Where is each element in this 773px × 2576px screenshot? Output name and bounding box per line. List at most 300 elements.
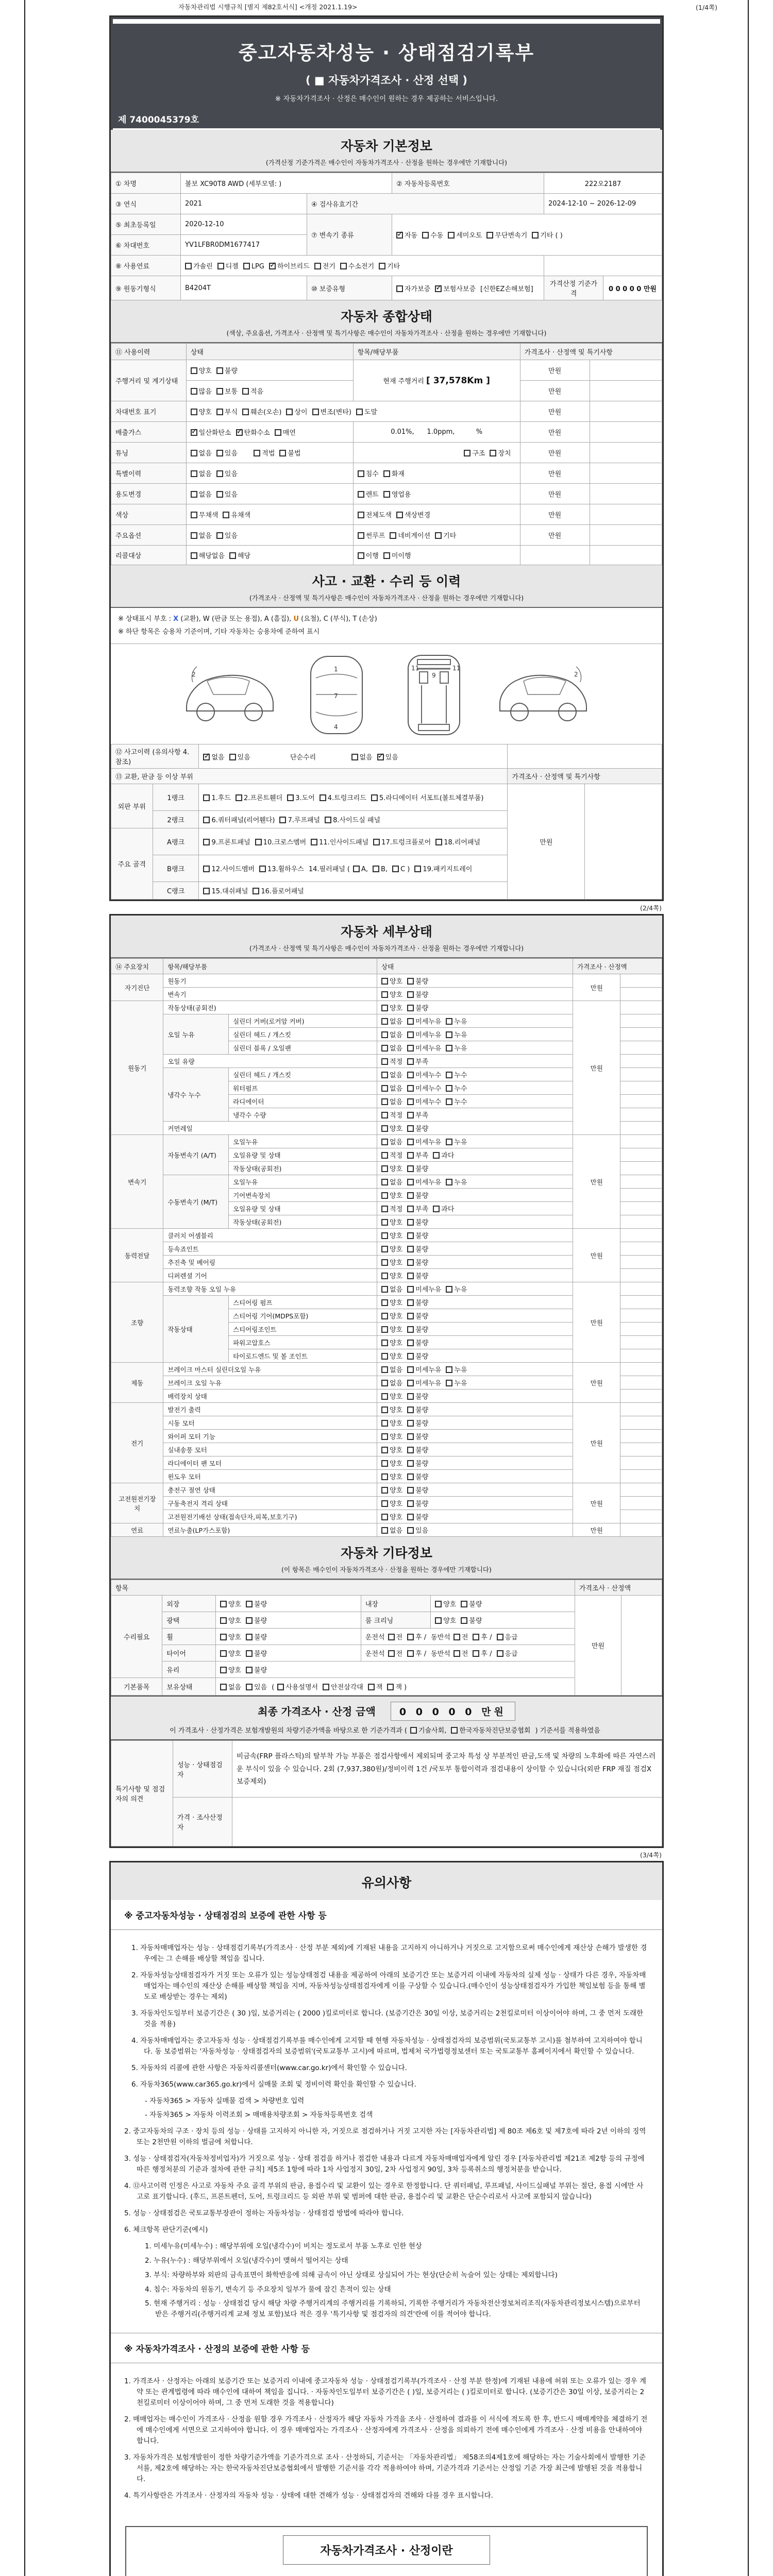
diagram-part-number: 11 [452, 665, 461, 672]
checkbox-불량[interactable] [407, 1244, 428, 1253]
checkbox-적음[interactable] [242, 386, 263, 396]
checkbox-기타[interactable] [379, 261, 400, 270]
checkbox-glyph [216, 450, 223, 456]
checkbox-glyph [381, 1286, 388, 1293]
checkbox-기타 ( )[interactable] [532, 230, 563, 240]
checkbox-없음[interactable] [351, 752, 373, 761]
checkbox-양호[interactable] [220, 1599, 241, 1608]
checkbox-장치[interactable] [490, 448, 511, 457]
checkbox-잭 )[interactable] [387, 1682, 407, 1691]
checkbox-기술사회,[interactable] [410, 1725, 446, 1735]
checkbox-label: 9.프론트패널 [211, 839, 250, 847]
checkbox-glyph [446, 1179, 452, 1185]
checkbox-미세누유[interactable] [407, 1378, 441, 1387]
comp-recall-state [186, 546, 353, 565]
checkbox-불량[interactable] [461, 1599, 482, 1608]
checkbox-7.루프패널[interactable] [279, 815, 320, 824]
checkbox-누수[interactable] [446, 1070, 467, 1079]
checkbox-누유[interactable] [446, 1177, 467, 1187]
checkbox-label: 양호 [390, 991, 403, 999]
checkbox-미세누유[interactable] [407, 1177, 441, 1187]
checkbox-불량[interactable] [407, 1485, 428, 1495]
checkbox-glyph [381, 978, 388, 985]
repair-needed-label: 수리필요 [111, 1596, 162, 1678]
checkbox-양호[interactable] [381, 1311, 402, 1320]
checkbox-불량[interactable] [216, 365, 238, 375]
checkbox-불량[interactable] [407, 1230, 428, 1240]
checkbox-불량[interactable] [246, 1599, 267, 1608]
checkbox-없음[interactable] [381, 1016, 402, 1026]
checkbox-양호[interactable] [381, 1445, 402, 1454]
checkbox-8.사이드실 패널[interactable] [325, 815, 380, 824]
checkbox-적정[interactable] [381, 1204, 402, 1213]
checkbox-A,[interactable] [353, 866, 368, 873]
checkbox-glyph [381, 1340, 388, 1346]
checkbox-전기[interactable] [314, 261, 335, 270]
checkbox-누수[interactable] [446, 1096, 467, 1106]
detail-cell: 작동상태 [163, 1296, 229, 1363]
checkbox-과다[interactable] [433, 1204, 454, 1213]
checkbox-후 /[interactable] [407, 1632, 426, 1641]
checkbox-glyph [435, 1617, 442, 1624]
checkbox-전[interactable] [388, 1632, 403, 1641]
checkbox-불량[interactable] [407, 1324, 428, 1334]
field-year-label: ③ 연식 [111, 194, 181, 214]
checkbox-4.트렁크리드[interactable] [320, 792, 366, 802]
detail-price-blank [620, 1510, 662, 1523]
checkbox-양호[interactable] [381, 1458, 402, 1468]
checkbox-불량[interactable] [407, 1123, 428, 1133]
checkbox-구조[interactable] [464, 448, 485, 457]
checkbox-없음[interactable] [191, 530, 212, 540]
checkbox-양호[interactable] [381, 1244, 402, 1253]
other-price: 만원 [575, 1596, 621, 1696]
checkbox-누유[interactable] [446, 1137, 467, 1146]
checkbox-무채색[interactable] [191, 510, 219, 519]
checkbox-불량[interactable] [246, 1648, 267, 1658]
checkbox-누수[interactable] [446, 1083, 467, 1093]
comp-color-x [590, 504, 662, 525]
checkbox-17.트렁크플로어[interactable] [373, 837, 431, 846]
rank1-label: 1랭크 [153, 784, 199, 811]
checkbox-2.프론트휀더[interactable] [236, 792, 282, 802]
checkbox-양호[interactable] [381, 1512, 402, 1521]
checkbox-양호[interactable] [381, 1163, 402, 1173]
checkbox-미세누유[interactable] [407, 1016, 441, 1026]
checkbox-후 /[interactable] [407, 1648, 426, 1658]
checkbox-있음[interactable] [216, 489, 238, 499]
checkbox-상이[interactable] [286, 406, 307, 416]
checkbox-불량[interactable] [407, 1337, 428, 1347]
checkbox-10.크로스멤버[interactable] [255, 837, 306, 846]
other-info-table [111, 1580, 662, 1696]
notice-item: 1. 미세누유(미세누수) : 해당부위에 오일(냉각수)이 비치는 정도로서 부품 노후로 인한 현상 [145, 2242, 422, 2250]
checkbox-glyph [216, 367, 223, 374]
checkbox-불량[interactable] [246, 1665, 267, 1674]
checkbox-매연[interactable] [275, 427, 296, 437]
checkbox-label: 양호 [390, 1246, 403, 1254]
checkbox-label: 양호 [198, 409, 212, 416]
checkbox-누유[interactable] [446, 1364, 467, 1374]
checkbox-후 /[interactable] [473, 1632, 492, 1641]
checkbox-불량[interactable] [407, 989, 428, 999]
checkbox-label: 불량 [415, 1353, 429, 1361]
checkbox-미세누유[interactable] [407, 1364, 441, 1374]
detail-price-blank [620, 1256, 662, 1269]
detail-state-options [377, 1162, 573, 1175]
checkbox-없음[interactable] [381, 1029, 402, 1039]
checkbox-누유[interactable] [446, 1284, 467, 1294]
checkbox-있음[interactable] [216, 468, 238, 478]
checkbox-불량[interactable] [407, 1458, 428, 1468]
notice-item: - 자동차365 > 자동차 이력조회 > 매매용차량조회 > 자동차등록번호 검색 [145, 2111, 373, 2120]
checkbox-양호[interactable] [381, 1297, 402, 1307]
page-indicator-3: (3/4쪽) [640, 1851, 662, 1859]
checkbox-glyph [255, 839, 262, 845]
comp-recall-x [590, 546, 662, 565]
checkbox-label: 양호 [390, 1460, 403, 1468]
checkbox-없음[interactable] [381, 1284, 402, 1294]
checkbox-11.인사이드패널[interactable] [311, 837, 368, 846]
checkbox-양호[interactable] [381, 1485, 402, 1495]
checkbox-13.휠하우스[interactable] [259, 863, 304, 873]
detail-cell: 타이로드엔드 및 볼 조인트 [229, 1349, 377, 1363]
checkbox-안전삼각대[interactable] [323, 1682, 363, 1691]
checkbox-디젤[interactable] [217, 261, 239, 270]
checkbox-해당없음[interactable] [191, 550, 225, 560]
tire-position-options [361, 1645, 575, 1662]
checkbox-불량[interactable] [407, 1270, 428, 1280]
checkbox-없음[interactable] [381, 1137, 402, 1146]
checkbox-불량[interactable] [407, 1404, 428, 1414]
checkbox-label: 4.트렁크리드 [327, 794, 366, 803]
checkbox-자가보증[interactable] [396, 283, 430, 293]
checkbox-응급[interactable] [497, 1648, 518, 1658]
comp-header-price: 가격조사 · 산정액 및 특기사항 [520, 344, 662, 360]
checkbox-불량[interactable] [407, 1418, 428, 1428]
checkbox-미세누수[interactable] [407, 1070, 441, 1079]
checkbox-없음[interactable] [381, 1364, 402, 1374]
checkbox-label: 있음 [224, 470, 238, 478]
checkbox-label: 양호 [228, 1667, 242, 1675]
checkbox-LPG[interactable] [243, 263, 264, 270]
comp-emission-x [590, 422, 662, 443]
checkbox-잭[interactable] [368, 1682, 383, 1691]
checkbox-glyph [358, 512, 364, 518]
checkbox-label: 도말 [364, 409, 378, 416]
checkbox-양호[interactable] [435, 1615, 456, 1625]
checkbox-양호[interactable] [381, 1351, 402, 1361]
checkbox-label: 불량 [415, 1420, 429, 1428]
checkbox-사용설명서[interactable] [277, 1682, 318, 1691]
comp-header-state: 상태 [186, 344, 353, 360]
field-inspection-period-value: 2024-12-10 ~ 2026-12-09 [544, 194, 662, 214]
checkbox-유채색[interactable] [223, 510, 250, 519]
detail-note: (가격조사 · 산정액 및 특기사항은 매수인이 자동차가격조사 · 산정을 원하는 경우에만 기재합니다) [249, 944, 524, 953]
checkbox-양호[interactable] [191, 365, 212, 375]
checkbox-불법[interactable] [279, 448, 300, 457]
checkbox-불량[interactable] [407, 1471, 428, 1481]
checkbox-양호[interactable] [381, 1230, 402, 1240]
checkbox-누유[interactable] [446, 1378, 467, 1387]
checkbox-불량[interactable] [407, 1311, 428, 1320]
checkbox-세미오토[interactable] [448, 230, 482, 240]
checkbox-전체도색[interactable] [358, 510, 392, 519]
checkbox-양호[interactable] [191, 406, 212, 416]
checkbox-후 /[interactable] [473, 1648, 492, 1658]
comp-emission-label: 배출가스 [111, 422, 187, 443]
detail-state-options [377, 1523, 573, 1537]
checkbox-렌트[interactable] [358, 489, 379, 499]
checkbox-양호[interactable] [435, 1599, 456, 1608]
checkbox-양호[interactable] [381, 1431, 402, 1441]
checkbox-누유[interactable] [446, 1043, 467, 1053]
checkbox-label: 후 / [481, 1634, 492, 1642]
checkbox-6.쿼터패널(리어휀다)[interactable] [203, 815, 275, 824]
comp-mileage-item-label: 현재 주행거리 [383, 377, 424, 385]
checkbox-양호[interactable] [220, 1632, 241, 1641]
checkbox-19.패키지트레이[interactable] [414, 863, 472, 873]
checkbox-일산화탄소[interactable] [191, 427, 231, 437]
field-reg-no-value: 222오2187 [544, 173, 662, 194]
checkbox-있음[interactable] [407, 1525, 428, 1535]
checkbox-불량[interactable] [407, 1190, 428, 1200]
checkbox-있음[interactable] [377, 752, 398, 761]
checkbox-없음[interactable] [381, 1378, 402, 1387]
screen-left-border [24, 0, 25, 2576]
checkbox-불량[interactable] [407, 1351, 428, 1361]
checkbox-glyph [246, 1601, 253, 1607]
checkbox-있음[interactable] [216, 448, 238, 457]
checkbox-이행[interactable] [358, 550, 379, 560]
checkbox-없음[interactable] [381, 1043, 402, 1053]
checkbox-자동[interactable] [396, 230, 417, 240]
checkbox-불량[interactable] [407, 1297, 428, 1307]
checkbox-수소전기[interactable] [340, 261, 374, 270]
checkbox-양호[interactable] [381, 1217, 402, 1227]
checkbox-양호[interactable] [381, 976, 402, 986]
checkbox-양호[interactable] [381, 1257, 402, 1267]
checkbox-label: 미세누유 [415, 1179, 442, 1187]
checkbox-불량[interactable] [407, 1431, 428, 1441]
checkbox-색상변경[interactable] [396, 510, 430, 519]
checkbox-불량[interactable] [246, 1632, 267, 1641]
checkbox-glyph [253, 888, 259, 894]
checkbox-불량[interactable] [407, 1391, 428, 1401]
detail-price-blank [620, 1349, 662, 1363]
checkbox-없음[interactable] [203, 752, 224, 761]
checkbox-양호[interactable] [381, 1003, 402, 1012]
checkbox-없음[interactable] [191, 489, 212, 499]
checkbox-도말[interactable] [356, 406, 377, 416]
checkbox-적법[interactable] [254, 448, 275, 457]
checkbox-15.대쉬패널[interactable] [203, 886, 248, 895]
checkbox-label: 많음 [198, 388, 212, 396]
checkbox-없음[interactable] [381, 1096, 402, 1106]
checkbox-보험사보증[interactable] [435, 283, 476, 293]
checkbox-전[interactable] [453, 1648, 468, 1658]
checkbox-16.플로어패널[interactable] [253, 886, 304, 895]
checkbox-불량[interactable] [407, 1445, 428, 1454]
checkbox-양호[interactable] [381, 1337, 402, 1347]
checkbox-불량[interactable] [407, 1498, 428, 1508]
checkbox-glyph [325, 817, 331, 823]
checkbox-glyph [407, 1380, 414, 1386]
checkbox-부족[interactable] [407, 1204, 428, 1213]
checkbox-glyph [381, 991, 388, 998]
detail-price-blank [620, 1443, 662, 1456]
checkbox-불량[interactable] [407, 976, 428, 986]
checkbox-미세누유[interactable] [407, 1029, 441, 1039]
checkbox-없음[interactable] [220, 1682, 241, 1691]
checkbox-glyph [320, 794, 326, 801]
checkbox-양호[interactable] [381, 1418, 402, 1428]
checkbox-보통[interactable] [216, 386, 238, 396]
checkbox-9.프론트패널[interactable] [203, 837, 250, 846]
checkbox-B,[interactable] [373, 866, 388, 873]
checkbox-glyph [433, 1206, 440, 1212]
checkbox-불량[interactable] [246, 1615, 267, 1625]
checkbox-누유[interactable] [446, 1029, 467, 1039]
checkbox-불량[interactable] [407, 1163, 428, 1173]
checkbox-불량[interactable] [407, 1003, 428, 1012]
checkbox-한국자동차진단보증협회[interactable] [451, 1725, 530, 1735]
checkbox-미세누유[interactable] [407, 1284, 441, 1294]
checkbox-양호[interactable] [220, 1648, 241, 1658]
comp-special-item [353, 463, 520, 484]
checkbox-1.후드[interactable] [203, 792, 231, 802]
checkbox-미세누수[interactable] [407, 1083, 441, 1093]
checkbox-탄화수소[interactable] [236, 427, 270, 437]
checkbox-label: 불량 [415, 1246, 429, 1254]
checkbox-label: 부족 [415, 1112, 429, 1120]
comp-special-x [590, 463, 662, 484]
checkbox-훼손(오손)[interactable] [242, 406, 281, 416]
detail-title [111, 916, 662, 958]
notice-item: 5. 현재 주행거리 : 성능 · 상태점검 당시 해당 차량 주행거리계의 주행거리를 기록하되, 기록한 주행거리가 자동차전산정보처리조직(자동차관리정보시스템)으로부터 받은 주행거리(주행거리계 교체 정보 포함)보다 적은 경우 '특기사항 및 점검자의 의견'란에 이를 적어야 합니다. [145, 2299, 641, 2319]
checkbox-glyph [407, 1393, 414, 1400]
checkbox-무단변속기[interactable] [486, 230, 527, 240]
checkbox-label: 후 / [481, 1650, 492, 1658]
checkbox-없음[interactable] [191, 468, 212, 478]
checkbox-glyph [435, 1601, 442, 1607]
checkbox-부족[interactable] [407, 1110, 428, 1120]
checkbox-있음[interactable] [229, 752, 250, 761]
checkbox-glyph [381, 1299, 388, 1306]
checkbox-침수[interactable] [358, 468, 379, 478]
rankA-items [199, 828, 508, 855]
checkbox-과다[interactable] [433, 1150, 454, 1160]
checkbox-label: 변조(변타) [320, 409, 351, 416]
checkbox-양호[interactable] [220, 1665, 241, 1674]
checkbox-없음[interactable] [381, 1070, 402, 1079]
checkbox-썬루프[interactable] [358, 530, 385, 540]
checkbox-glyph [392, 866, 399, 872]
checkbox-네비게이션[interactable] [390, 530, 430, 540]
checkbox-glyph [254, 450, 260, 456]
checkbox-누유[interactable] [446, 1016, 467, 1026]
checkbox-glyph [381, 1406, 388, 1413]
checkbox-화재[interactable] [383, 468, 405, 478]
checkbox-label: 안전삼각대 [331, 1684, 363, 1692]
detail-row [111, 1229, 662, 1242]
checkbox-양호[interactable] [381, 989, 402, 999]
checkbox-glyph [220, 1667, 227, 1673]
checkbox-전[interactable] [453, 1632, 468, 1641]
checkbox-미세누유[interactable] [407, 1043, 441, 1053]
checkbox-부족[interactable] [407, 1150, 428, 1160]
checkbox-불량[interactable] [407, 1217, 428, 1227]
checkbox-미이행[interactable] [383, 550, 411, 560]
checkbox-label: 훼손(오손) [250, 409, 282, 416]
checkbox-영업용[interactable] [383, 489, 411, 499]
detail-header-device: ⑭ 주요장치 [111, 959, 163, 974]
checkbox-양호[interactable] [381, 1190, 402, 1200]
checkbox-불량[interactable] [461, 1615, 482, 1625]
notice-item: 2. 중고자동차의 구조 · 장치 등의 성능 · 상태를 고지하지 아니한 자, 거짓으로 점검하거나 거짓 고지한 자는 [자동차관리법] 제 80조 제6호 및 제7호에 따라 2년 이하의 징역 또는 2천만원 이하의 벌금에 처합니다. [124, 2127, 646, 2147]
checkbox-glyph [381, 1192, 388, 1199]
checkbox-불량[interactable] [407, 1257, 428, 1267]
checkbox-양호[interactable] [381, 1498, 402, 1508]
checkbox-양호[interactable] [381, 1324, 402, 1334]
checkbox-기타[interactable] [435, 530, 456, 540]
checkbox-양호[interactable] [381, 1270, 402, 1280]
legend-part: ※ 상태표시 부호 : [118, 615, 174, 623]
checkbox-가솔린[interactable] [185, 261, 213, 270]
checkbox-많음[interactable] [191, 386, 212, 396]
checkbox-양호[interactable] [220, 1615, 241, 1625]
checkbox-있음[interactable] [216, 530, 238, 540]
checkbox-적정[interactable] [381, 1110, 402, 1120]
checkbox-5.라디에이터 서포트(볼트체결부품)[interactable] [371, 792, 484, 802]
checkbox-18.리어패널[interactable] [435, 837, 480, 846]
checkbox-양호[interactable] [381, 1123, 402, 1133]
checkbox-변조(변타)[interactable] [312, 406, 351, 416]
notice-list [111, 1930, 662, 2333]
checkbox-해당[interactable] [229, 550, 250, 560]
checkbox-glyph [246, 1667, 253, 1673]
checkbox-3.도어[interactable] [287, 792, 315, 802]
detail-state-options [377, 1081, 573, 1095]
checkbox-없음[interactable] [381, 1525, 402, 1535]
checkbox-양호[interactable] [381, 1404, 402, 1414]
checkbox-부식[interactable] [216, 406, 238, 416]
notice-item: 6. 자동차365(www.car365.go.kr)에서 실매물 조회 및 정비이력 확인을 확인할 수 있습니다. [131, 2080, 416, 2089]
checkbox-수동[interactable] [422, 230, 443, 240]
checkbox-전[interactable] [388, 1648, 403, 1658]
checkbox-하이브리드[interactable] [269, 261, 310, 270]
checkbox-없음[interactable] [381, 1083, 402, 1093]
checkbox-C )[interactable] [392, 866, 410, 873]
checkbox-glyph [473, 1634, 479, 1640]
checkbox-미세누수[interactable] [407, 1096, 441, 1106]
checkbox-없음[interactable] [381, 1177, 402, 1187]
checkbox-부족[interactable] [407, 1056, 428, 1066]
checkbox-없음[interactable] [191, 448, 212, 457]
checkbox-적정[interactable] [381, 1150, 402, 1160]
checkbox-미세누유[interactable] [407, 1137, 441, 1146]
checkbox-12.사이드멤버[interactable] [203, 863, 254, 873]
checkbox-양호[interactable] [381, 1391, 402, 1401]
checkbox-불량[interactable] [407, 1512, 428, 1521]
field-fuel-label: ⑧ 사용연료 [111, 256, 181, 276]
checkbox-응급[interactable] [497, 1632, 518, 1641]
label-운전석: 운전석 [365, 1634, 385, 1642]
checkbox-적정[interactable] [381, 1056, 402, 1066]
checkbox-있음[interactable] [246, 1682, 267, 1691]
form-rule-reference: 자동차관리법 시행규칙 [별지 제82호서식] <개정 2021.1.19> [178, 3, 358, 11]
checkbox-양호[interactable] [381, 1471, 402, 1481]
